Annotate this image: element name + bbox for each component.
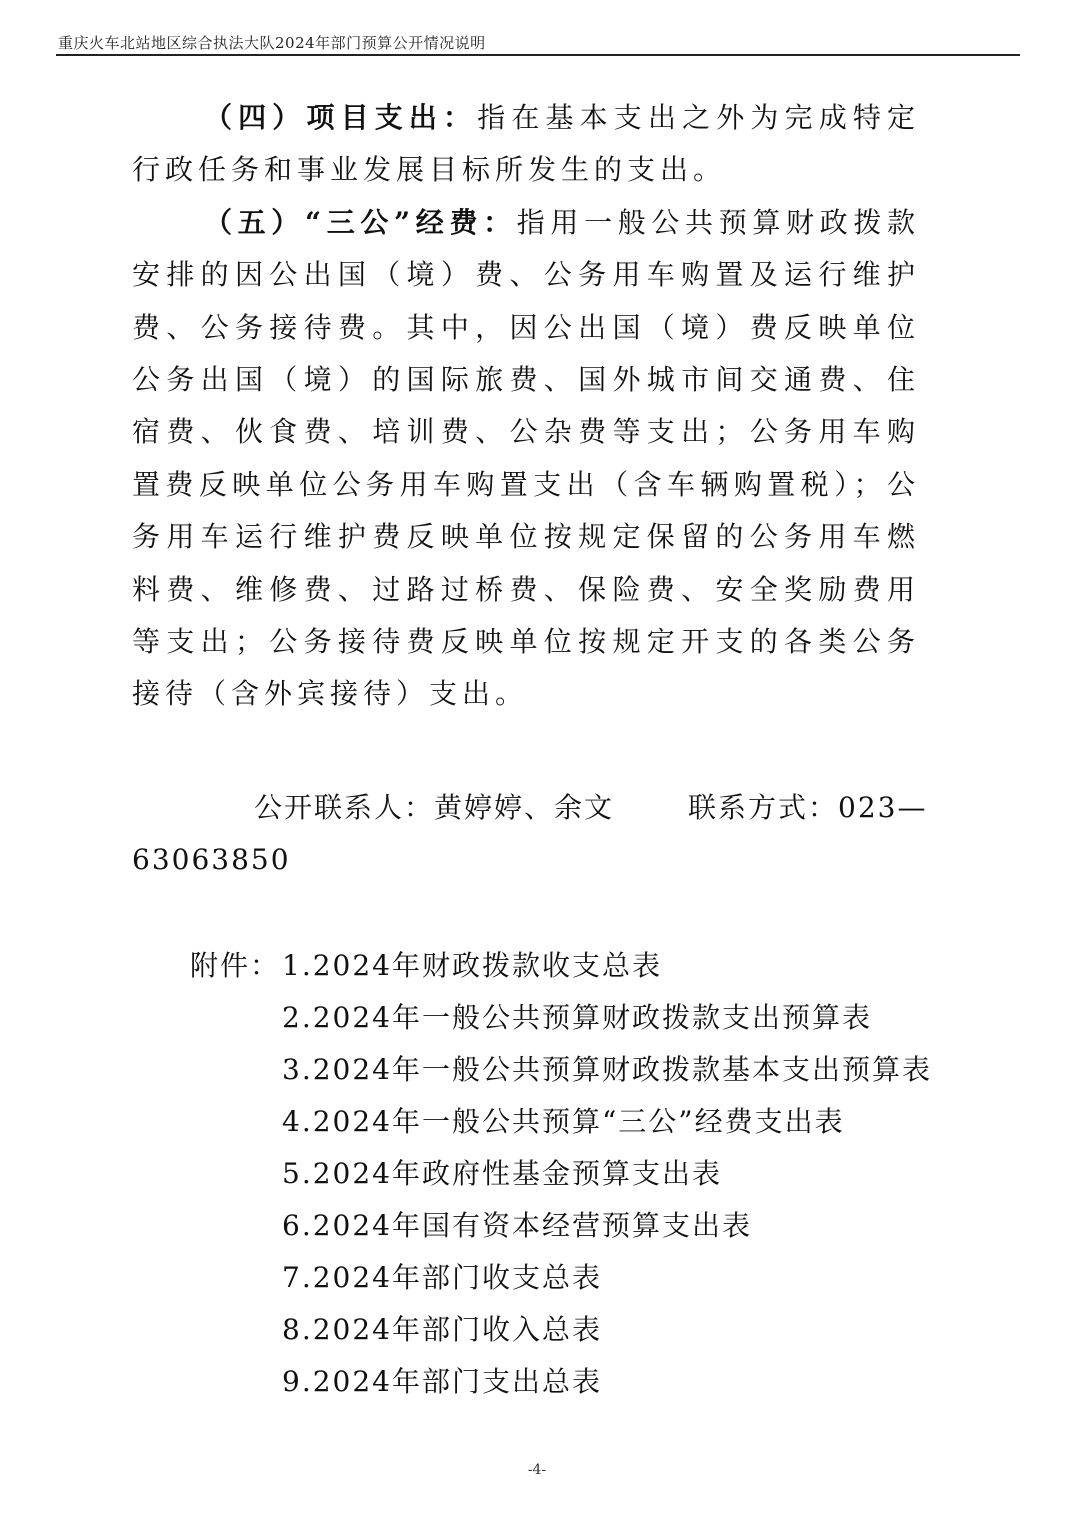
attachment-item: 3.2024年一般公共预算财政拨款基本支出预算表: [282, 1053, 932, 1086]
attachment-item: 8.2024年部门收入总表: [282, 1313, 602, 1346]
contact-phone-number: 63063850: [132, 843, 291, 876]
attachment-item: 附件：1.2024年财政拨款收支总表: [190, 940, 932, 992]
attachments-list: [190, 940, 932, 1408]
paragraph-body: 指用一般公共预算财政拨款安排的因公出国（境）费、公务用车购置及运行维护费、公务接待费。其中，因公出国（境）费反映单位公务出国（境）的国际旅费、国外城市间交通费、住宿费、伙食费、培训费、公杂费等支出；公务用车购置费反映单位公务用车购置支出（含车辆购置税）；公务用车运行维护费反映单位按规定保留的公务用车燃料费、维修费、过路过桥费、保险费、安全奖励费用等支出；公务接待费反映单位按规定开支的各类公务接待（含外宾接待）支出。: [132, 205, 920, 711]
contact-phone-label: 联系方式：: [688, 791, 839, 824]
contact-person-label: 公开联系人：: [254, 791, 435, 824]
attachment-item: 6.2024年国有资本经营预算支出表: [282, 1209, 752, 1242]
attachment-item: 7.2024年部门收支总表: [282, 1261, 602, 1294]
running-header: 重庆火车北站地区综合执法大队2024年部门预算公开情况说明: [58, 34, 486, 52]
page-number: -4-: [527, 1462, 547, 1478]
attachment-item: 2.2024年一般公共预算财政拨款支出预算表: [282, 1001, 872, 1034]
paragraph-three-public-expenses: [132, 197, 920, 721]
paragraph-project-expenditure: [132, 92, 920, 197]
attachments-label: 附件：: [190, 949, 281, 982]
attachment-item: 5.2024年政府性基金预算支出表: [282, 1157, 722, 1190]
paragraph-lead: （四）项目支出：: [204, 101, 478, 134]
attachment-item: 4.2024年一般公共预算“三公”经费支出表: [282, 1105, 845, 1138]
contact-line: [132, 782, 928, 834]
body-text: [132, 92, 920, 721]
attachment-item: 9.2024年部门支出总表: [282, 1365, 602, 1398]
paragraph-body: 指在基本支出之外为完成特定行政任务和事业发展目标所发生的支出。: [132, 101, 920, 187]
contact-info: [132, 782, 928, 886]
paragraph-lead: （五）“三公”经费：: [204, 205, 517, 239]
contact-phone-prefix: 023—: [838, 791, 928, 824]
contact-person-names: 黄婷婷、余文: [434, 791, 615, 824]
header-divider: [56, 54, 1020, 56]
